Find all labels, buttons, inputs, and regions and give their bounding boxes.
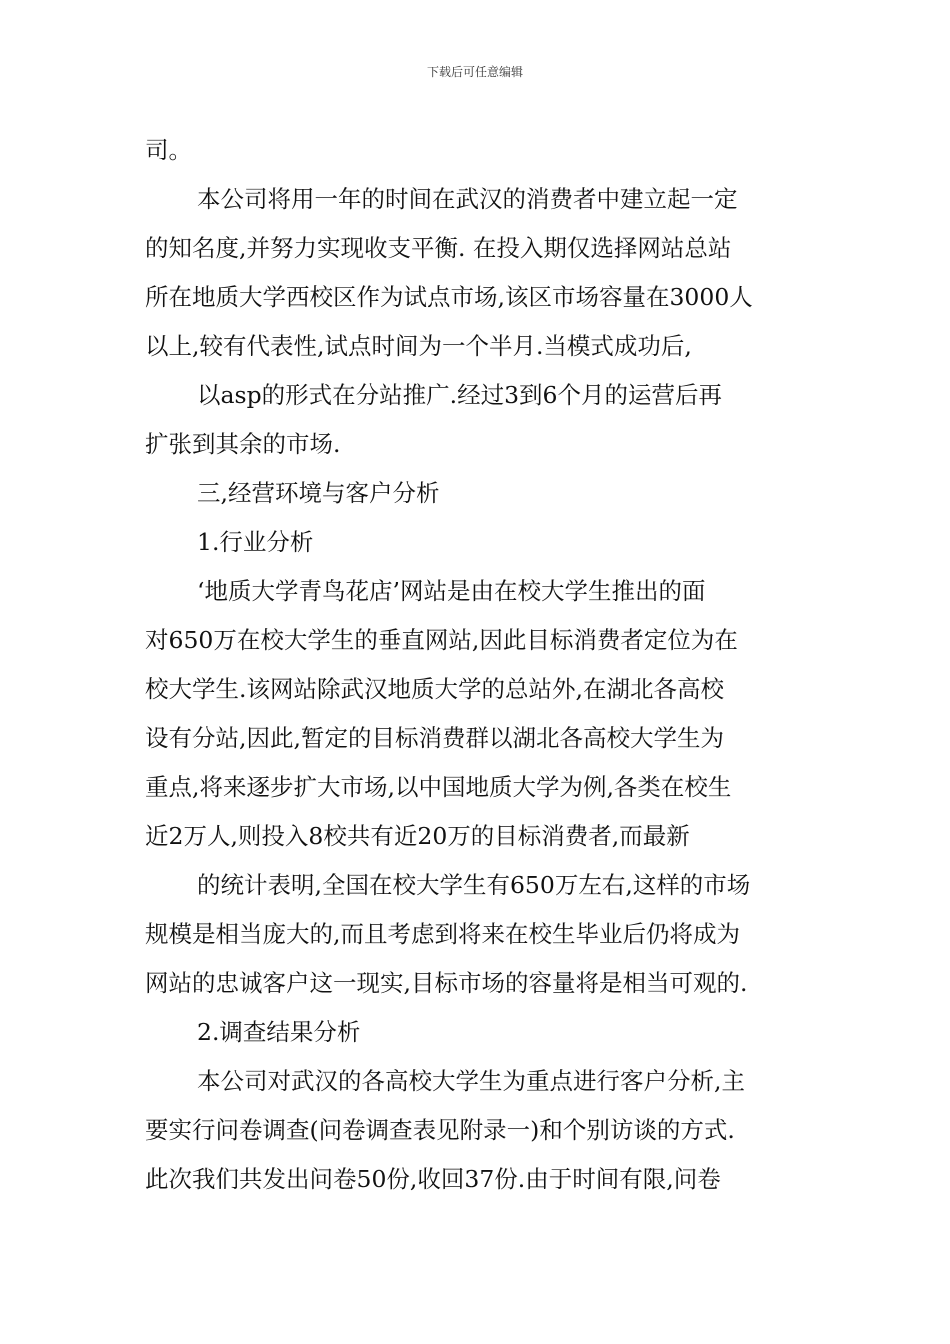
page-header: 下载后可任意编辑 [426, 65, 523, 79]
section-heading: 三,经营环境与客户分析 [197, 479, 440, 507]
text-line: 重点,将来逐步扩大市场,以中国地质大学为例,各类在校生 [145, 773, 732, 801]
paragraph-start-line: 以asp的形式在分站推广.经过3到6个月的运营后再 [197, 381, 722, 409]
text-line: 对650万在校大学生的垂直网站,因此目标消费者定位为在 [145, 626, 738, 654]
text-line: 扩张到其余的市场. [145, 430, 341, 458]
text-line: 此次我们共发出问卷50份,收回37份.由于时间有限,问卷 [145, 1165, 721, 1193]
text-line: 校大学生.该网站除武汉地质大学的总站外,在湖北各高校 [145, 675, 724, 703]
text-line: 规模是相当庞大的,而且考虑到将来在校生毕业后仍将成为 [145, 920, 740, 948]
text-line: 近2万人,则投入8校共有近20万的目标消费者,而最新 [145, 822, 690, 850]
paragraph-start-line: 本公司将用一年的时间在武汉的消费者中建立起一定 [197, 185, 738, 213]
paragraph-start-line: ‘地质大学青鸟花店’网站是由在校大学生推出的面 [197, 577, 706, 605]
text-line: 的知名度,并努力实现收支平衡. 在投入期仅选择网站总站 [145, 234, 732, 262]
paragraph-start-line: 本公司对武汉的各高校大学生为重点进行客户分析,主 [197, 1067, 745, 1095]
paragraph-start-line: 的统计表明,全国在校大学生有650万左右,这样的市场 [197, 871, 751, 899]
text-line: 要实行问卷调查(问卷调查表见附录一)和个别访谈的方式. [145, 1116, 735, 1144]
document-body [145, 126, 810, 1204]
text-line: 司。 [145, 136, 192, 164]
text-line: 设有分站,因此,暂定的目标消费群以湖北各高校大学生为 [145, 724, 724, 752]
text-line: 网站的忠诚客户这一现实,目标市场的容量将是相当可观的. [145, 969, 748, 997]
text-line: 所在地质大学西校区作为试点市场,该区市场容量在3000人 [145, 283, 753, 311]
subsection-heading: 1.行业分析 [197, 528, 314, 556]
text-line: 以上,较有代表性,试点时间为一个半月.当模式成功后, [145, 332, 692, 360]
subsection-heading: 2.调查结果分析 [197, 1018, 361, 1046]
